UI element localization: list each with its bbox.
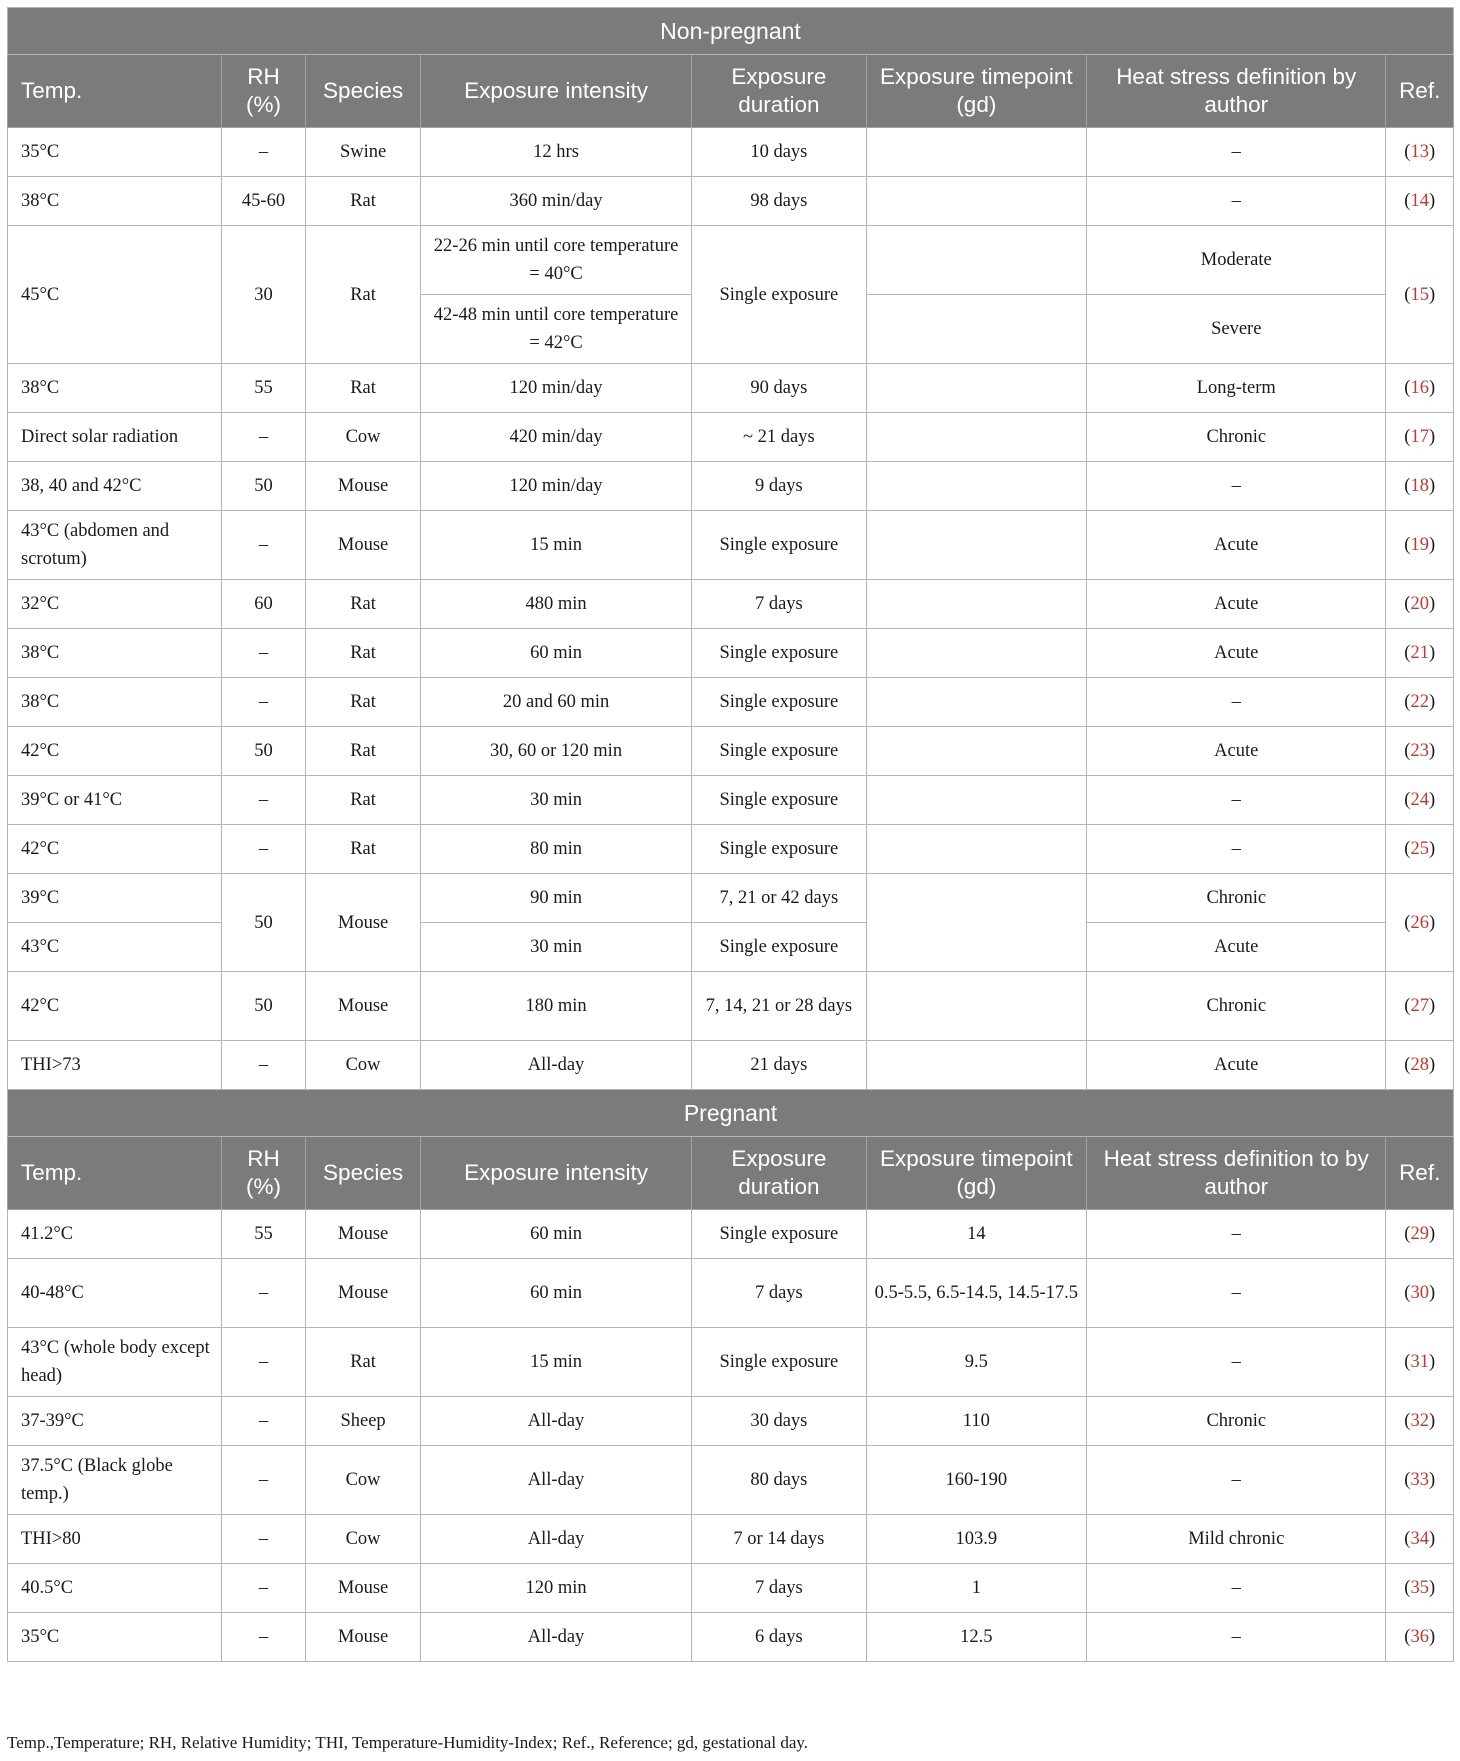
header-definition: Heat stress definition to by author [1087,1137,1386,1210]
cell-temp: 45°C [8,226,222,364]
cell-ref: (35) [1386,1564,1454,1613]
cell-rh: 50 [221,727,305,776]
cell-ref: (16) [1386,364,1454,413]
cell-intensity: 15 min [420,511,691,580]
section-title: Pregnant [8,1090,1454,1137]
cell-ref: (18) [1386,462,1454,511]
table-row [8,128,1454,177]
cell-ref: (32) [1386,1397,1454,1446]
cell-species: Rat [306,580,421,629]
cell-intensity: 420 min/day [420,413,691,462]
cell-ref: (19) [1386,511,1454,580]
cell-temp: 42°C [8,727,222,776]
cell-rh: – [221,1259,305,1328]
cell-duration: 7, 14, 21 or 28 days [692,972,866,1041]
cell-temp: 43°C [8,923,222,972]
cell-timepoint [866,177,1087,226]
cell-rh: – [221,1446,305,1515]
cell-ref: (36) [1386,1613,1454,1662]
ref-link[interactable]: 34 [1410,1529,1429,1549]
cell-duration: 9 days [692,462,866,511]
ref-link[interactable]: 31 [1410,1352,1429,1372]
cell-temp: 42°C [8,825,222,874]
table-row [8,1041,1454,1090]
cell-temp: 39°C or 41°C [8,776,222,825]
cell-temp: 35°C [8,128,222,177]
cell-species: Rat [306,727,421,776]
cell-timepoint [866,678,1087,727]
cell-definition: Mild chronic [1087,1515,1386,1564]
table-row [8,511,1454,580]
cell-rh: 50 [221,462,305,511]
cell-intensity: All-day [420,1515,691,1564]
header-ref: Ref. [1386,55,1454,128]
cell-definition: Severe [1087,295,1386,364]
cell-timepoint [866,972,1087,1041]
cell-temp: 42°C [8,972,222,1041]
cell-definition: – [1087,825,1386,874]
cell-timepoint [866,629,1087,678]
cell-temp: 38°C [8,629,222,678]
table-row [8,1613,1454,1662]
cell-intensity: 180 min [420,972,691,1041]
ref-link[interactable]: 28 [1410,1055,1429,1075]
cell-definition: – [1087,1564,1386,1613]
cell-rh: – [221,1564,305,1613]
cell-temp: THI>73 [8,1041,222,1090]
cell-species: Swine [306,128,421,177]
cell-ref: (21) [1386,629,1454,678]
cell-intensity: 30, 60 or 120 min [420,727,691,776]
cell-definition: Chronic [1087,1397,1386,1446]
cell-timepoint [866,295,1087,364]
cell-rh: 60 [221,580,305,629]
header-temp: Temp. [8,1137,222,1210]
table-row [8,462,1454,511]
cell-intensity: All-day [420,1041,691,1090]
cell-duration: Single exposure [692,825,866,874]
cell-temp: 43°C (abdomen and scrotum) [8,511,222,580]
cell-ref: (15) [1386,226,1454,364]
cell-species: Rat [306,364,421,413]
cell-definition: Moderate [1087,226,1386,295]
cell-temp: Direct solar radiation [8,413,222,462]
cell-species: Rat [306,776,421,825]
table-row [8,1259,1454,1328]
cell-timepoint: 0.5-5.5, 6.5-14.5, 14.5-17.5 [866,1259,1087,1328]
cell-rh: – [221,776,305,825]
table-row [8,776,1454,825]
cell-species: Cow [306,1515,421,1564]
cell-intensity: All-day [420,1397,691,1446]
cell-definition: – [1087,1613,1386,1662]
cell-temp: 35°C [8,1613,222,1662]
cell-duration: 7 days [692,1564,866,1613]
cell-intensity: 60 min [420,629,691,678]
cell-species: Mouse [306,1564,421,1613]
table-row [8,364,1454,413]
header-definition: Heat stress definition by author [1087,55,1386,128]
cell-timepoint [866,727,1087,776]
cell-timepoint: 14 [866,1210,1087,1259]
cell-definition: – [1087,128,1386,177]
cell-intensity: 30 min [420,923,691,972]
header-timepoint: Exposure timepoint (gd) [866,55,1087,128]
cell-ref: (28) [1386,1041,1454,1090]
cell-definition: – [1087,177,1386,226]
cell-species: Rat [306,1328,421,1397]
cell-timepoint [866,128,1087,177]
ref-link[interactable]: 29 [1410,1224,1429,1244]
cell-temp: 37-39°C [8,1397,222,1446]
cell-intensity: 20 and 60 min [420,678,691,727]
header-duration: Exposure duration [692,1137,866,1210]
header-row [8,1137,1454,1210]
cell-ref: (13) [1386,128,1454,177]
cell-intensity: 30 min [420,776,691,825]
cell-rh: – [221,629,305,678]
ref-link[interactable]: 22 [1410,692,1429,712]
cell-definition: Acute [1087,580,1386,629]
cell-duration: 90 days [692,364,866,413]
ref-link[interactable]: 33 [1410,1470,1429,1490]
cell-definition: – [1087,1328,1386,1397]
cell-duration: 80 days [692,1446,866,1515]
ref-link[interactable]: 23 [1410,741,1429,761]
ref-link[interactable]: 20 [1410,594,1429,614]
table-wrapper [7,7,1454,1662]
table-row [8,1210,1454,1259]
section-row-non-pregnant [8,8,1454,55]
cell-definition: Chronic [1087,972,1386,1041]
cell-temp: 38°C [8,364,222,413]
cell-ref: (25) [1386,825,1454,874]
cell-rh: 45-60 [221,177,305,226]
cell-ref: (33) [1386,1446,1454,1515]
cell-timepoint: 160-190 [866,1446,1087,1515]
cell-definition: – [1087,462,1386,511]
cell-temp: 38, 40 and 42°C [8,462,222,511]
cell-duration: 6 days [692,1613,866,1662]
cell-ref: (26) [1386,874,1454,972]
cell-species: Cow [306,413,421,462]
ref-link[interactable]: 13 [1410,142,1429,162]
cell-definition: – [1087,678,1386,727]
cell-intensity: 90 min [420,874,691,923]
cell-species: Rat [306,226,421,364]
cell-duration: Single exposure [692,1328,866,1397]
table-row [8,972,1454,1041]
cell-ref: (31) [1386,1328,1454,1397]
cell-definition: Acute [1087,511,1386,580]
cell-ref: (29) [1386,1210,1454,1259]
ref-link[interactable]: 16 [1410,378,1429,398]
section-title: Non-pregnant [8,8,1454,55]
cell-intensity: 22-26 min until core temperature = 40°C [420,226,691,295]
cell-definition: – [1087,1446,1386,1515]
cell-intensity: 12 hrs [420,128,691,177]
table-row [8,874,1454,923]
cell-temp: THI>80 [8,1515,222,1564]
cell-timepoint: 12.5 [866,1613,1087,1662]
ref-link[interactable]: 26 [1410,912,1429,933]
cell-timepoint [866,226,1087,295]
cell-duration: Single exposure [692,629,866,678]
cell-species: Mouse [306,1210,421,1259]
table-row [8,825,1454,874]
cell-ref: (22) [1386,678,1454,727]
cell-rh: 55 [221,364,305,413]
ref-link[interactable]: 30 [1410,1283,1429,1303]
cell-intensity: 480 min [420,580,691,629]
cell-rh: – [221,128,305,177]
cell-intensity: 120 min [420,1564,691,1613]
header-rh: RH (%) [221,55,305,128]
cell-duration: 10 days [692,128,866,177]
table-footnote: Temp.,Temperature; RH, Relative Humidity; THI, Temperature-Humidity-Index; Ref., Reference; gd, gestational day. [7,1733,809,1752]
ref-link[interactable]: 32 [1410,1411,1429,1431]
section-row-pregnant [8,1090,1454,1137]
header-duration: Exposure duration [692,55,866,128]
cell-species: Cow [306,1041,421,1090]
header-rh: RH (%) [221,1137,305,1210]
cell-intensity: 42-48 min until core temperature = 42°C [420,295,691,364]
ref-link[interactable]: 36 [1410,1627,1429,1647]
heat-stress-table [7,7,1454,1662]
cell-definition: Long-term [1087,364,1386,413]
ref-link[interactable]: 21 [1410,643,1429,663]
cell-definition: Acute [1087,629,1386,678]
table-row [8,580,1454,629]
header-species: Species [306,1137,421,1210]
cell-temp: 39°C [8,874,222,923]
cell-ref: (34) [1386,1515,1454,1564]
cell-timepoint [866,511,1087,580]
table-row [8,629,1454,678]
cell-temp: 38°C [8,177,222,226]
cell-species: Mouse [306,511,421,580]
cell-duration: Single exposure [692,678,866,727]
cell-duration: 98 days [692,177,866,226]
ref-link[interactable]: 35 [1410,1578,1429,1598]
cell-ref: (23) [1386,727,1454,776]
table-row [8,1515,1454,1564]
cell-rh: – [221,678,305,727]
cell-duration: Single exposure [692,511,866,580]
cell-intensity: All-day [420,1446,691,1515]
table-row [8,1328,1454,1397]
cell-timepoint: 110 [866,1397,1087,1446]
cell-definition: Acute [1087,1041,1386,1090]
cell-definition: Acute [1087,727,1386,776]
cell-species: Mouse [306,1613,421,1662]
cell-species: Mouse [306,874,421,972]
cell-duration: ~ 21 days [692,413,866,462]
cell-rh: 50 [221,972,305,1041]
cell-species: Rat [306,629,421,678]
cell-duration: 7 days [692,1259,866,1328]
cell-temp: 43°C (whole body except head) [8,1328,222,1397]
ref-link[interactable]: 18 [1410,476,1429,496]
cell-intensity: 360 min/day [420,177,691,226]
cell-temp: 38°C [8,678,222,727]
cell-duration: Single exposure [692,226,866,364]
ref-link[interactable]: 25 [1410,839,1429,859]
cell-duration: Single exposure [692,923,866,972]
cell-duration: 21 days [692,1041,866,1090]
cell-intensity: 120 min/day [420,462,691,511]
cell-duration: Single exposure [692,776,866,825]
table-row [8,1564,1454,1613]
cell-species: Rat [306,678,421,727]
cell-rh: 30 [221,226,305,364]
cell-rh: – [221,413,305,462]
cell-rh: 55 [221,1210,305,1259]
cell-species: Mouse [306,462,421,511]
table-row [8,226,1454,295]
cell-intensity: 60 min [420,1259,691,1328]
cell-duration: 7, 21 or 42 days [692,874,866,923]
cell-intensity: 80 min [420,825,691,874]
ref-link[interactable]: 27 [1410,996,1429,1016]
cell-timepoint [866,413,1087,462]
cell-rh: – [221,825,305,874]
cell-ref: (17) [1386,413,1454,462]
cell-definition: – [1087,1210,1386,1259]
cell-rh: – [221,1328,305,1397]
cell-species: Rat [306,177,421,226]
table-row [8,1446,1454,1515]
cell-intensity: 60 min [420,1210,691,1259]
cell-rh: – [221,1515,305,1564]
cell-temp: 32°C [8,580,222,629]
cell-ref: (24) [1386,776,1454,825]
ref-link[interactable]: 17 [1410,427,1429,447]
cell-rh: 50 [221,874,305,972]
cell-definition: Acute [1087,923,1386,972]
cell-definition: Chronic [1087,413,1386,462]
cell-species: Cow [306,1446,421,1515]
cell-intensity: 15 min [420,1328,691,1397]
cell-temp: 37.5°C (Black globe temp.) [8,1446,222,1515]
cell-species: Rat [306,825,421,874]
cell-timepoint: 103.9 [866,1515,1087,1564]
ref-link[interactable]: 15 [1410,284,1429,305]
header-intensity: Exposure intensity [420,1137,691,1210]
cell-timepoint: 9.5 [866,1328,1087,1397]
cell-ref: (14) [1386,177,1454,226]
ref-link[interactable]: 19 [1410,535,1429,555]
table-row [8,678,1454,727]
ref-link[interactable]: 24 [1410,790,1429,810]
cell-rh: – [221,1397,305,1446]
cell-definition: – [1087,776,1386,825]
cell-ref: (27) [1386,972,1454,1041]
cell-intensity: All-day [420,1613,691,1662]
cell-timepoint: 1 [866,1564,1087,1613]
cell-species: Sheep [306,1397,421,1446]
table-row [8,413,1454,462]
header-intensity: Exposure intensity [420,55,691,128]
cell-timepoint [866,364,1087,413]
cell-temp: 40.5°C [8,1564,222,1613]
header-ref: Ref. [1386,1137,1454,1210]
cell-duration: Single exposure [692,727,866,776]
cell-definition: Chronic [1087,874,1386,923]
cell-species: Mouse [306,972,421,1041]
cell-temp: 40-48°C [8,1259,222,1328]
table-row [8,177,1454,226]
table-row [8,1397,1454,1446]
cell-duration: 7 or 14 days [692,1515,866,1564]
cell-rh: – [221,1041,305,1090]
cell-ref: (20) [1386,580,1454,629]
table-row [8,727,1454,776]
cell-ref: (30) [1386,1259,1454,1328]
header-species: Species [306,55,421,128]
cell-rh: – [221,511,305,580]
header-row [8,55,1454,128]
cell-species: Mouse [306,1259,421,1328]
cell-rh: – [221,1613,305,1662]
cell-duration: 30 days [692,1397,866,1446]
cell-timepoint [866,776,1087,825]
cell-timepoint [866,580,1087,629]
cell-timepoint [866,462,1087,511]
header-temp: Temp. [8,55,222,128]
header-timepoint: Exposure timepoint (gd) [866,1137,1087,1210]
cell-intensity: 120 min/day [420,364,691,413]
cell-timepoint [866,1041,1087,1090]
cell-definition: – [1087,1259,1386,1328]
cell-timepoint [866,874,1087,972]
ref-link[interactable]: 14 [1410,191,1429,211]
cell-timepoint [866,825,1087,874]
cell-temp: 41.2°C [8,1210,222,1259]
cell-duration: 7 days [692,580,866,629]
cell-duration: Single exposure [692,1210,866,1259]
